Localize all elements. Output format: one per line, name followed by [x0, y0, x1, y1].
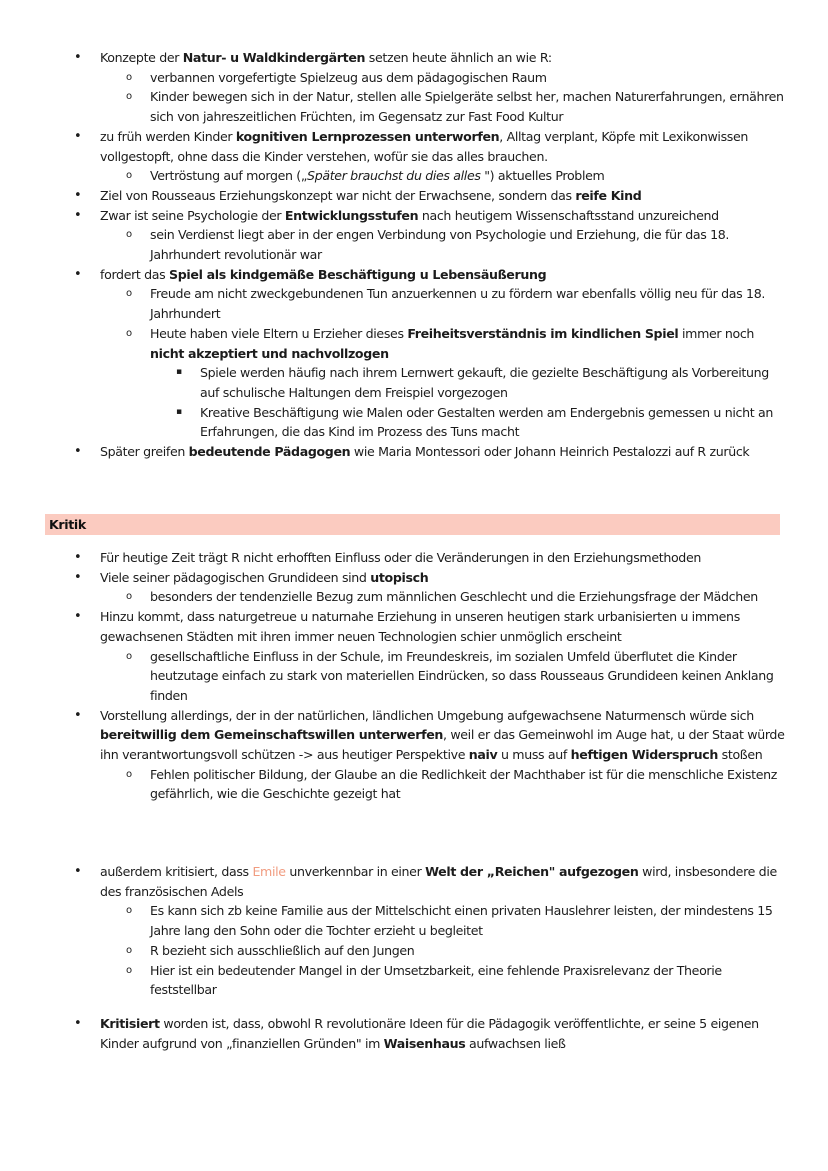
bullet-marker: o [126, 650, 132, 662]
bullet-marker: • [74, 864, 82, 879]
list-item: o Hier ist ein bedeutender Mangel in der Umsetzbarkeit, eine fehlende Praxisrelevanz der Theorie feststellbar [126, 962, 722, 998]
bullet-marker: o [126, 71, 132, 83]
list-item: ▪ Spiele werden häufig nach ihrem Lernwert gekauft, die gezielte Beschäftigung als Vorbereitung auf schulische Haltungen dem Freispiel vorgezogen [176, 365, 769, 400]
bullet-marker: ▪ [176, 406, 182, 417]
bullet-list-kritik-3 [0, 1014, 828, 1053]
bullet-marker: • [74, 609, 82, 625]
bullet-marker: • [74, 569, 82, 585]
list-item: o Freude am nicht zweckgebundenen Tun anzuerkennen u zu fördern war ebenfalls völlig neu für das 18. Jahrhundert [126, 286, 766, 322]
bullet-marker: • [74, 128, 82, 144]
bullet-marker: o [126, 591, 132, 603]
bullet-marker: • [74, 444, 82, 460]
list-item: • Für heutige Zeit trägt R nicht erhofften Einfluss oder die Veränderungen in den Erziehungsmethoden [0, 548, 828, 568]
list-item: • außerdem kritisiert, dass Emile unverkennbar in einer Welt der „Reichen" aufgezogen wird, insbesondere die des französischen Adels [74, 864, 777, 899]
list-item: o Kinder bewegen sich in der Natur, stellen alle Spielgeräte selbst her, machen Naturerfahrungen, ernähren sich von jahreszeitlichen Früchten, im Gegensatz zur Fast Food Kultur [126, 89, 784, 125]
bullet-marker: o [126, 964, 132, 976]
bullet-list-part1 [0, 48, 828, 462]
bullet-marker: • [74, 550, 82, 565]
list-item: • fordert das Spiel als kindgemäße Beschäftigung u Lebensäußerung [0, 265, 828, 285]
list-item: o verbannen vorgefertigte Spielzeug aus dem pädagogischen Raum [0, 68, 828, 88]
bullet-marker: • [74, 266, 82, 282]
list-item: o Es kann sich zb keine Familie aus der Mittelschicht einen privaten Hauslehrer leisten, der mindestens 15 Jahre lang den Sohn oder die Tochter erzieht u begleitet [126, 903, 773, 939]
bullet-list-kritik [0, 548, 828, 804]
list-item: • Hinzu kommt, dass naturgetreue u naturnahe Erziehung in unseren heutigen stark urbanisierten u immens gewachsenen Städten mit ihren immer neuen Technologien schier unmöglich erscheint [74, 609, 740, 644]
list-item: • Ziel von Rousseaus Erziehungskonzept war nicht der Erwachsene, sondern das reife Kind [0, 186, 828, 206]
section-heading-kritik: Kritik [45, 514, 780, 535]
bullet-marker: o [126, 944, 132, 956]
list-item: • Später greifen bedeutende Pädagogen wie Maria Montessori oder Johann Heinrich Pestalozzi auf R zurück [0, 442, 828, 462]
list-item: o R bezieht sich ausschließlich auf den Jungen [0, 941, 828, 961]
bullet-marker: • [74, 187, 82, 203]
list-item: o besonders der tendenzielle Bezug zum männlichen Geschlecht und die Erziehungsfrage der Mädchen [0, 587, 828, 607]
bullet-marker: o [126, 91, 132, 103]
list-item: • Vorstellung allerdings, der in der natürlichen, ländlichen Umgebung aufgewachsene Naturmensch würde sich bereitwillig dem Gemeinschaftswillen unterwerfen, weil er das Gemeinwohl im Auge hat, u der Staat würde ihn verantwortungsvoll schützen -> aus heutiger Perspektive naiv u muss auf heftigen Widerspruch stoßen [74, 707, 785, 763]
list-item: • Viele seiner pädagogischen Grundideen sind utopisch [0, 568, 828, 588]
bullet-marker: o [126, 905, 132, 917]
list-item: ▪ Kreative Beschäftigung wie Malen oder Gestalten werden am Endergebnis gemessen u nicht an Erfahrungen, die das Kind im Prozess des Tuns macht [176, 404, 773, 440]
list-item: o Heute haben viele Eltern u Erzieher dieses Freiheitsverständnis im kindlichen Spiel immer noch nicht akzeptiert und nachvollzogen [126, 325, 755, 361]
emile-highlight: Emile [252, 864, 286, 879]
bullet-marker: • [74, 1016, 82, 1031]
bullet-marker: • [74, 50, 82, 65]
list-item: o gesellschaftliche Einfluss in der Schule, im Freundeskreis, im sozialen Umfeld überflutet die Kinder heutzutage einfach zu stark von materiellen Eindrücken, so dass Rousseaus Grundideen keinen Anklang finden [126, 648, 774, 703]
list-item: • Zwar ist seine Psychologie der Entwicklungsstufen nach heutigem Wissenschaftsstand unzureichend [0, 206, 828, 226]
bullet-marker: o [126, 327, 132, 339]
bullet-marker: o [126, 768, 132, 780]
list-item: • Kritisiert worden ist, dass, obwohl R revolutionäre Ideen für die Pädagogik veröffentlichte, er seine 5 eigenen Kinder aufgrund von „finanziellen Gründen" im Waisenhaus aufwachsen ließ [74, 1016, 759, 1051]
list-item: • zu früh werden Kinder kognitiven Lernprozessen unterworfen, Alltag verplant, Köpfe mit Lexikonwissen vollgestopft, ohne dass die Kinder verstehen, wofür sie das alles brauchen. [74, 128, 749, 164]
bullet-marker: ▪ [176, 367, 182, 378]
list-item: o Fehlen politischer Bildung, der Glaube an die Redlichkeit der Machthaber ist für die menschliche Existenz gefährlich, wie die Geschichte gezeigt hat [126, 766, 778, 802]
list-item: • Konzepte der Natur- u Waldkindergärten setzen heute ähnlich an wie R: [0, 48, 828, 68]
bullet-marker: o [126, 229, 132, 241]
bullet-list-kritik-2 [0, 862, 828, 1000]
bullet-marker: • [74, 707, 82, 723]
bullet-marker: o [126, 170, 132, 182]
list-item: o sein Verdienst liegt aber in der engen Verbindung von Psychologie und Erziehung, die für das 18. Jahrhundert revolutionär war [126, 227, 730, 263]
list-item: o Vertröstung auf morgen („Später brauchst du dies alles ") aktuelles Problem [0, 166, 828, 186]
bullet-marker: o [126, 288, 132, 300]
bullet-marker: • [74, 207, 82, 223]
